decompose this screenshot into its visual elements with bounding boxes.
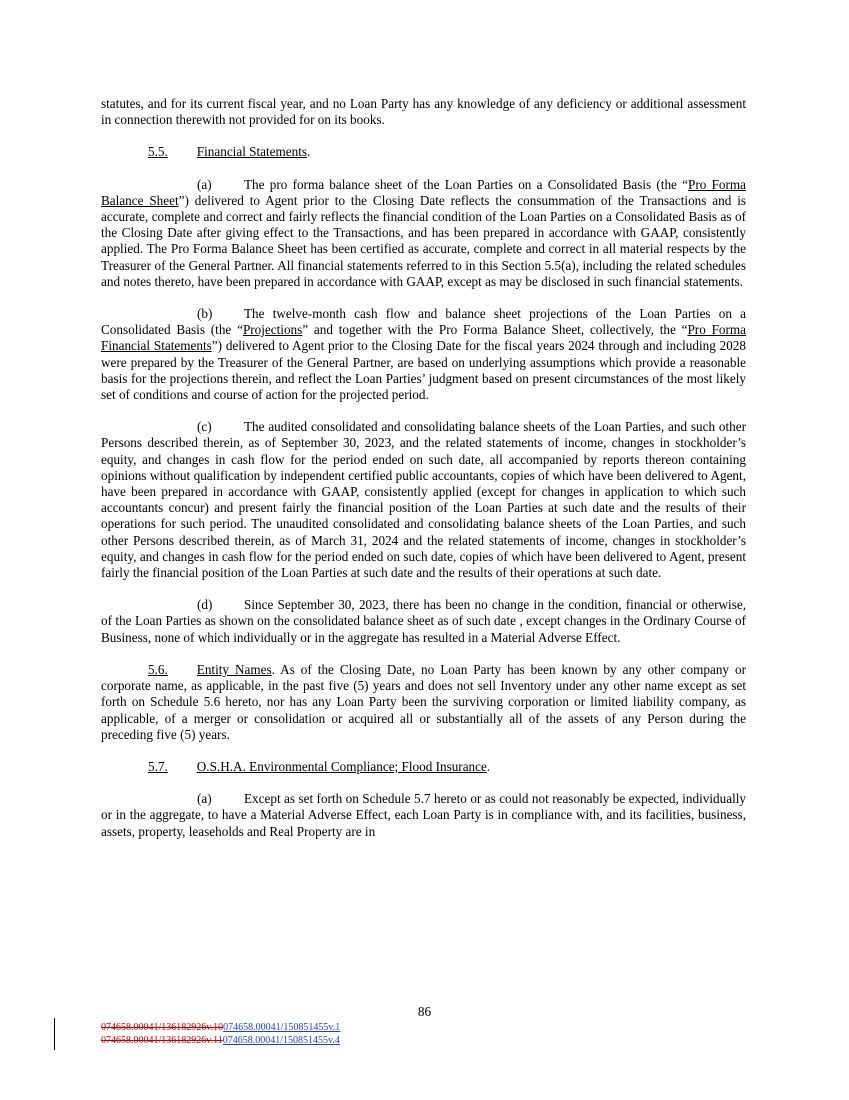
- defined-term: Projections: [242, 322, 303, 338]
- paragraph-label: (a): [197, 791, 212, 807]
- section-5-7-heading: 5.7. O.S.H.A. Environmental Compliance; Flood Insurance.: [148, 758, 491, 774]
- inserted-doc-id: 074658.00041/150851455v.4: [222, 1035, 340, 1046]
- paragraph-label: (c): [197, 419, 212, 435]
- paragraph-5-5-d: (d) Since September 30, 2023, there has been no change in the condition, financial or otherwise, of the Loan Parties as shown on the consolidated balance sheet as of such date , except changes in the Ordinary Course of Business, none of which individually or in the aggregate has resulted in a Material Adverse Effect.: [101, 597, 746, 645]
- paragraph-5-5-a: (a) The pro forma balance sheet of the Loan Parties on a Consolidated Basis (the “Pro Forma Balance Sheet”) delivered to Agent prior to the Closing Date reflects the consummation of the Transactions and is accurate, complete and correct and fairly reflects the financial condition of the Loan Parties on a Consolidated Basis as of the Closing Date after giving effect to the Transactions, and has been prepared in accordance with GAAP, consistently applied. The Pro Forma Balance Sheet has been certified as accurate, complete and correct in all material respects by the Treasurer of the General Partner. All financial statements referred to in this Section 5.5(a), including the related schedules and notes thereto, have been prepared in accordance with GAAP, except as may be disclosed in such financial statements.: [101, 176, 747, 289]
- deleted-doc-id: 074658.00041/136182926v.10: [101, 1022, 224, 1033]
- section-title: Financial Statements: [196, 144, 308, 160]
- defined-term: Pro Forma Financial Statements: [101, 322, 747, 354]
- section-5-5-heading: 5.5. Financial Statements.: [148, 144, 311, 160]
- paragraph-label: (a): [197, 176, 212, 192]
- paragraph-5-7-a: (a) Except as set forth on Schedule 5.7 hereto or as could not reasonably be expected, individually or in the aggregate, to have a Material Adverse Effect, each Loan Party is in compliance with, and its facilities, business, assets, property, leaseholds and Real Property are in: [101, 791, 746, 839]
- paragraph-label: (b): [197, 306, 213, 322]
- section-5-6-paragraph: 5.6. Entity Names. As of the Closing Date, no Loan Party has been known by any other company or corporate name, as applicable, in the past five (5) years and does not sell Inventory under any other name except as set forth on Schedule 5.6 hereto, nor has any Loan Party been the surviving corporation or limited liability company, as applicable, of a merger or consolidation or acquired all or substantially all of the assets of any Person during the preceding five (5) years.: [101, 661, 746, 742]
- section-title: O.S.H.A. Environmental Compliance; Flood Insurance: [196, 758, 487, 774]
- footer-line-2: [101, 1034, 340, 1047]
- inserted-doc-id: 074658.00041/150851455v.1: [223, 1022, 341, 1033]
- page-number: 86: [417, 1004, 432, 1019]
- intro-paragraph: [101, 96, 746, 128]
- document-footer: [101, 1021, 340, 1047]
- section-number: 5.5.: [148, 144, 168, 160]
- section-number: 5.7.: [148, 758, 168, 774]
- paragraph-5-5-c: (c) The audited consolidated and consolidating balance sheets of the Loan Parties, and such other Persons described therein, as of September 30, 2023, and the related statements of income, changes in stockholder’s equity, and changes in cash flow for the period ended on such date, all accompanied by reports thereon containing opinions without qualification by independent certified public accountants, copies of which have been delivered to Agent, have been prepared in accordance with GAAP, consistently applied (except for changes in application to which such accountants concur) and present fairly the financial position of the Loan Parties at such date and the results of their operations for such period. The unaudited consolidated and consolidating balance sheets of the Loan Parties, and such other Persons described therein, as of March 31, 2024 and the related statements of income, changes in stockholder’s equity, and changes in cash flow for the period ended on such date, copies of which have been delivered to Agent, present fairly the financial position of the Loan Parties at such date and the results of their operations at such date.: [101, 419, 746, 581]
- paragraph-label: (d): [197, 597, 213, 613]
- footer-line-1: [101, 1021, 340, 1034]
- document-body: [101, 96, 746, 840]
- section-title: Entity Names: [196, 661, 272, 677]
- intro-text: statutes, and for its current fiscal year, and no Loan Party has any knowledge of any deficiency or additional assessment in connection therewith not provided for on its books.: [101, 96, 746, 128]
- paragraph-5-5-b: (b) The twelve-month cash flow and balance sheet projections of the Loan Parties on a Consolidated Basis (the “Projections” and together with the Pro Forma Balance Sheet, collectively, the “Pro Forma Financial Statements”) delivered to Agent prior to the Closing Date for the fiscal years 2024 through and including 2028 were prepared by the Treasurer of the General Partner, are based on underlying assumptions which provide a reasonable basis for the projections therein, and reflect the Loan Parties’ judgment based on present circumstances of the most likely set of conditions and course of action for the projected period.: [101, 306, 747, 403]
- revision-change-bar: [54, 1018, 55, 1050]
- deleted-doc-id: 074658.00041/136182926v.11: [101, 1035, 223, 1046]
- section-number: 5.6.: [148, 661, 168, 677]
- defined-term: Pro Forma Balance Sheet: [101, 176, 746, 208]
